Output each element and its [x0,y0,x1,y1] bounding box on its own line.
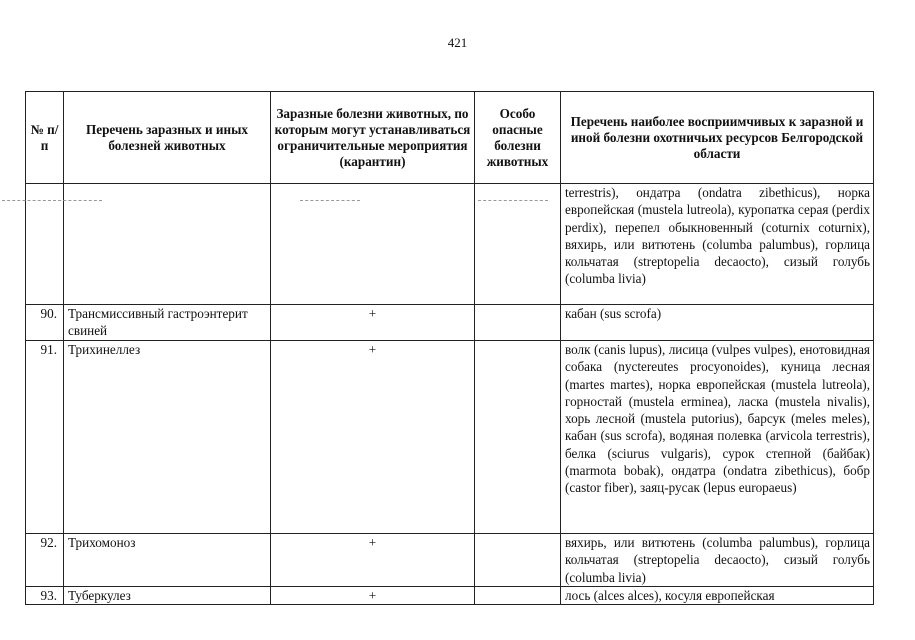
row-disease [64,184,271,305]
row-quarantine: + [271,341,475,534]
row-species: вяхирь, или витютень (columba palumbus), горлица кольчатая (streptopelia decaocto), сизый голубь (columba livia) [561,534,874,587]
row-dangerous [475,184,561,305]
table-row [26,305,874,341]
row-dangerous [475,305,561,341]
scan-artifact-line [300,200,360,201]
row-species: лось (alces alces), косуля европейская [561,587,874,605]
row-species: кабан (sus scrofa) [561,305,874,341]
row-quarantine: + [271,305,475,341]
row-quarantine: + [271,534,475,587]
scan-artifact-line [2,200,102,201]
row-dangerous [475,587,561,605]
row-quarantine: + [271,587,475,605]
row-number: 90. [26,305,64,341]
table-row [26,587,874,605]
header-row [26,92,874,184]
scan-artifact-line [478,200,548,201]
row-disease: Туберкулез [64,587,271,605]
row-number: 92. [26,534,64,587]
row-number: 91. [26,341,64,534]
header-dangerous: Особо опасные болезни животных [475,92,561,184]
row-quarantine [271,184,475,305]
header-species: Перечень наиболее восприимчивых к заразной и иной болезни охотничьих ресурсов Белгородской области [561,92,874,184]
row-disease: Трихомоноз [64,534,271,587]
row-disease: Трихинеллез [64,341,271,534]
page-number: 421 [447,35,468,50]
row-dangerous [475,341,561,534]
header-quarantine: Заразные болезни животных, по которым могут устанавливаться ограничительные мероприятия (карантин) [271,92,475,184]
header-num: № п/п [26,92,64,184]
table-row [26,184,874,305]
header-diseases: Перечень заразных и иных болезней животных [64,92,271,184]
disease-table [25,91,874,605]
row-number: 93. [26,587,64,605]
table-row [26,534,874,587]
row-species: волк (canis lupus), лисица (vulpes vulpes), енотовидная собака (nyctereutes procyonoides), куница лесная (martes martes), норка европейская (mustela lutreola), горностай (mustela erminea), ласка (mustela nivalis), хорь лесной (mustela putorius), барсук (meles meles), кабан (sus scrofa), водяная полевка (arvicola terrestris), белка (sciurus vulgaris), сурок степной (байбак) (marmota bobak), ондатра (ondatra zibethicus), бобр (castor fiber), заяц-русак (lepus europaeus) [561,341,874,534]
row-dangerous [475,534,561,587]
row-disease: Трансмиссивный гастроэнтерит свиней [64,305,271,341]
table-row [26,341,874,534]
row-number [26,184,64,305]
row-species: terrestris), ондатра (ondatra zibethicus), норка европейская (mustela lutreola), куропатка серая (perdix perdix), перепел обыкновенный (coturnix coturnix), вяхирь, или витютень (columba palumbus), горлица кольчатая (streptopelia decaocto), сизый голубь (columba livia) [561,184,874,305]
